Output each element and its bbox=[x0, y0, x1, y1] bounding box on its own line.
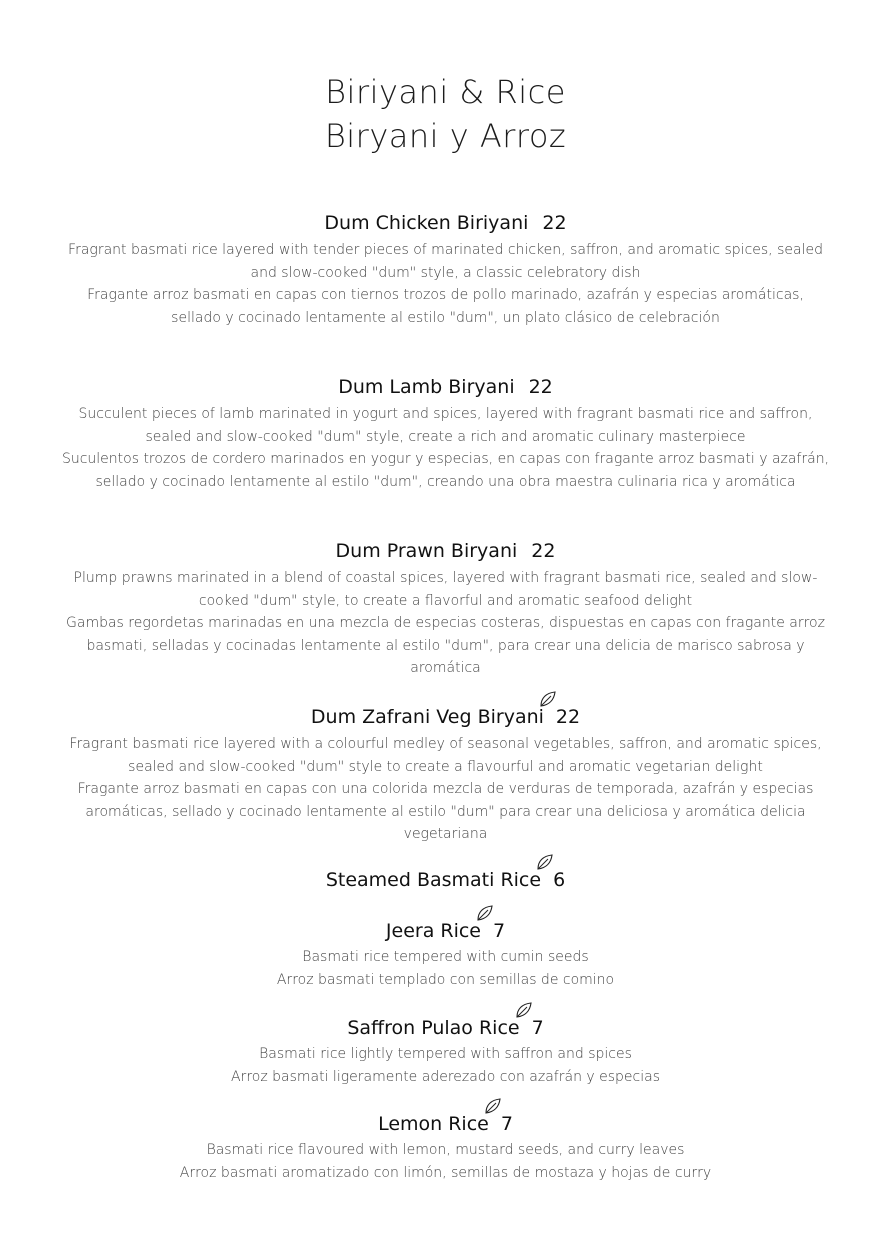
item-price: 22 bbox=[542, 212, 567, 234]
item-name: Dum Zafrani Veg Biryani bbox=[310, 706, 544, 728]
leaf-icon bbox=[544, 703, 550, 723]
item-name: Lemon Rice bbox=[378, 1113, 489, 1135]
leaf-icon bbox=[541, 866, 547, 886]
item-heading bbox=[0, 375, 891, 399]
title-english: Biriyani & Rice bbox=[325, 73, 566, 111]
item-heading bbox=[0, 703, 891, 729]
menu-item-dum-prawn-biryani bbox=[0, 539, 891, 680]
item-name: Saffron Pulao Rice bbox=[347, 1017, 520, 1039]
item-name: Jeera Rice bbox=[385, 920, 481, 942]
item-price: 6 bbox=[553, 869, 566, 891]
item-heading bbox=[0, 1110, 891, 1136]
item-name: Dum Lamb Biryani bbox=[338, 376, 515, 398]
item-price: 7 bbox=[500, 1113, 513, 1135]
item-description-english: Succulent pieces of lamb marinated in yogurt and spices, layered with fragrant basmati rice and saffron, sealed and slow-cooked "dum" style, create a rich and aromatic culinary masterpiece bbox=[78, 406, 813, 445]
item-description-english: Plump prawns marinated in a blend of coastal spices, layered with fragrant basmati rice, sealed and slow-cooked "dum" style, to create a flavorful and aromatic seafood delight bbox=[73, 570, 818, 609]
item-heading bbox=[0, 1014, 891, 1040]
item-heading bbox=[0, 539, 891, 563]
item-description-spanish: Arroz basmati aromatizado con limón, semillas de mostaza y hojas de curry bbox=[179, 1164, 712, 1181]
menu-item-dum-lamb-biryani bbox=[0, 375, 891, 493]
menu-item-saffron-pulao-rice bbox=[0, 1014, 891, 1088]
item-description-english: Fragrant basmati rice layered with tender pieces of marinated chicken, saffron, and aromatic spices, sealed and slow-cooked "dum" style, a classic celebratory dish bbox=[68, 242, 823, 281]
item-description-english: Basmati rice lightly tempered with saffron and spices bbox=[259, 1046, 632, 1062]
item-name: Steamed Basmati Rice bbox=[325, 869, 542, 891]
item-description-spanish: Arroz basmati ligeramente aderezado con azafrán y especias bbox=[230, 1068, 660, 1085]
menu-item-dum-chicken-biriyani bbox=[0, 211, 891, 329]
item-description-spanish: Gambas regordetas marinadas en una mezcla de especias costeras, dispuestas en capas con fragante arroz basmati, selladas y cocinadas lentamente al estilo "dum", para crear una delicia de marisco sabrosa y aromática bbox=[66, 615, 825, 676]
menu-title bbox=[0, 70, 891, 158]
item-description-english: Basmati rice tempered with cumin seeds bbox=[302, 949, 589, 965]
item-description-spanish: Suculentos trozos de cordero marinados en yogur y especias, en capas con fragante arroz basmati y azafrán, sellado y cocinado lentamente al estilo "dum", creando una obra maestra culinaria rica y aromática bbox=[61, 451, 830, 490]
leaf-icon bbox=[481, 917, 487, 937]
item-description-english: Basmati rice flavoured with lemon, mustard seeds, and curry leaves bbox=[206, 1142, 685, 1158]
item-name: Dum Chicken Biriyani bbox=[324, 212, 529, 234]
menu-item-dum-zafrani-veg-biryani bbox=[0, 703, 891, 846]
item-price: 22 bbox=[528, 376, 553, 398]
item-description-spanish: Fragante arroz basmati en capas con tiernos trozos de pollo marinado, azafrán y especias aromáticas, sellado y cocinado lentamente al estilo "dum", un plato clásico de celebración bbox=[87, 287, 804, 326]
menu-item-lemon-rice bbox=[0, 1110, 891, 1184]
item-description-spanish: Arroz basmati templado con semillas de comino bbox=[276, 971, 615, 988]
item-description-english: Fragrant basmati rice layered with a colourful medley of seasonal vegetables, saffron, and aromatic spices, sealed and slow-cooked "dum" style to create a flavourful and aromatic vegetarian delight bbox=[69, 736, 822, 775]
item-name: Dum Prawn Biryani bbox=[335, 540, 518, 562]
title-spanish: Biryani y Arroz bbox=[324, 117, 567, 155]
item-price: 7 bbox=[531, 1017, 544, 1039]
item-description-spanish: Fragante arroz basmati en capas con una colorida mezcla de verduras de temporada, azafrán y especias aromáticas, sellado y cocinado lentamente al estilo "dum" para crear una deliciosa y aromática delicia vegetariana bbox=[77, 781, 814, 842]
leaf-icon bbox=[520, 1014, 526, 1034]
menu-item-steamed-basmati-rice bbox=[0, 866, 891, 892]
item-price: 22 bbox=[531, 540, 556, 562]
menu-item-jeera-rice bbox=[0, 917, 891, 991]
item-price: 22 bbox=[555, 706, 581, 728]
item-price: 7 bbox=[493, 920, 506, 942]
leaf-icon bbox=[489, 1110, 495, 1130]
item-heading bbox=[0, 211, 891, 235]
item-heading bbox=[0, 866, 891, 892]
item-heading bbox=[0, 917, 891, 943]
